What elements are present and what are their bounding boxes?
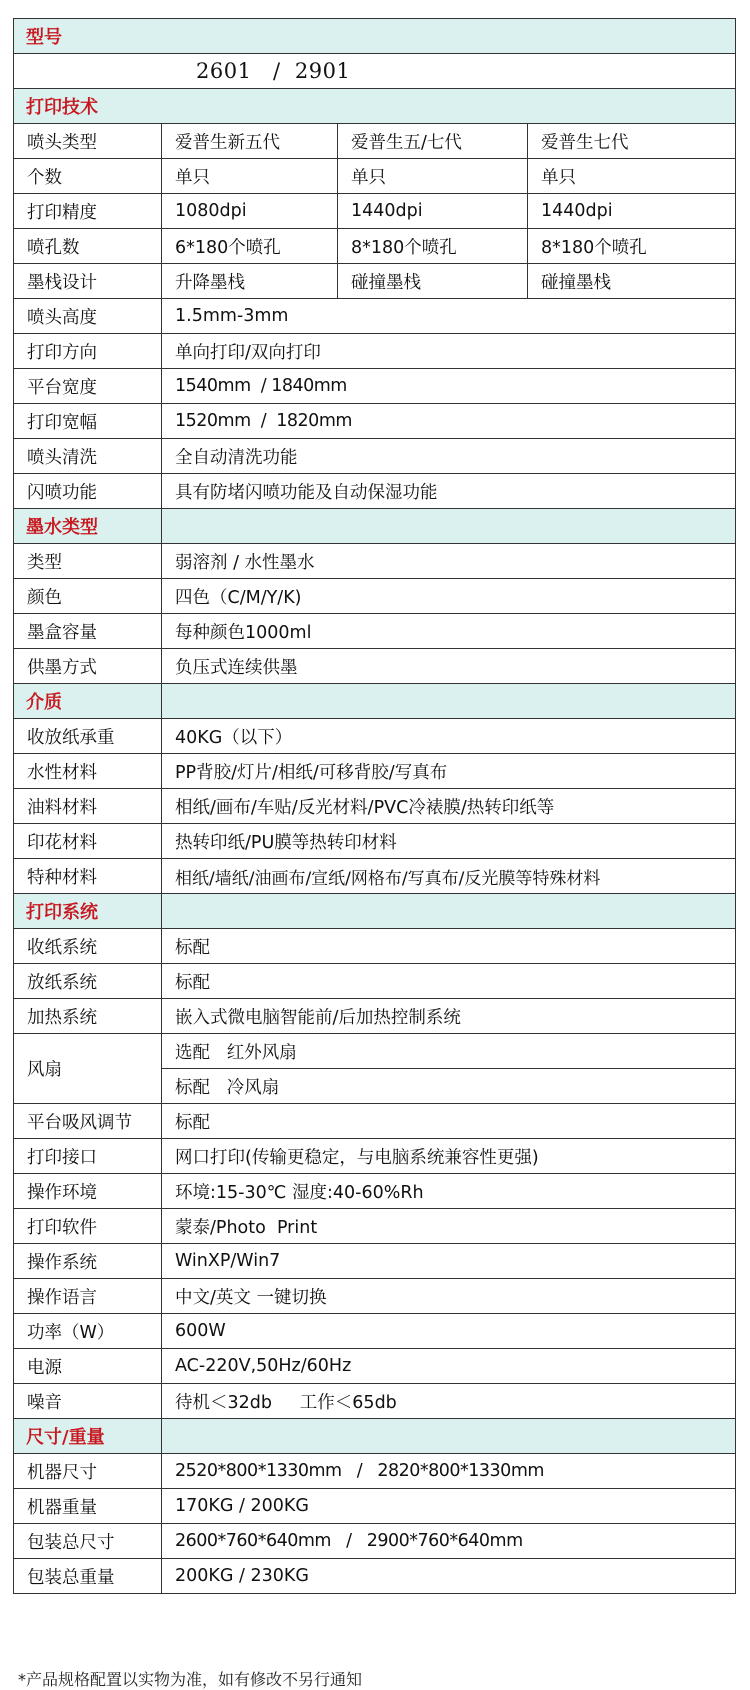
table-row — [14, 579, 736, 614]
row-label: 喷头高度 — [14, 299, 162, 334]
cell-value: 200KG / 230KG — [162, 1559, 736, 1594]
section-title: 打印技术 — [14, 89, 736, 124]
cell-value: 1440dpi — [338, 194, 528, 229]
row-label: 机器尺寸 — [14, 1454, 162, 1489]
footnote: *产品规格配置以实物为准，如有修改不另行通知 — [18, 1670, 363, 1689]
cell-value: 环境:15-30℃ 湿度:40-60%Rh — [162, 1174, 736, 1209]
row-label: 打印方向 — [14, 334, 162, 369]
cell-value: 选配 红外风扇 — [162, 1034, 736, 1069]
table-row — [14, 789, 736, 824]
cell-value: 1440dpi — [528, 194, 736, 229]
cell-value: 标配 — [162, 929, 736, 964]
cell-value: 单只 — [162, 159, 338, 194]
table-row — [14, 964, 736, 999]
cell-value: 单只 — [338, 159, 528, 194]
cell-value: 热转印纸/PU膜等热转印材料 — [162, 824, 736, 859]
cell-value: 单只 — [528, 159, 736, 194]
row-label: 供墨方式 — [14, 649, 162, 684]
row-label: 喷头类型 — [14, 124, 162, 159]
table-row — [14, 1314, 736, 1349]
row-label: 操作环境 — [14, 1174, 162, 1209]
table-row — [14, 1454, 736, 1489]
table-row — [14, 1279, 736, 1314]
cell-value: 爱普生七代 — [528, 124, 736, 159]
table-row — [14, 1244, 736, 1279]
section-media — [14, 684, 736, 719]
cell-value: 6*180个喷孔 — [162, 229, 338, 264]
table-row — [14, 334, 736, 369]
table-row — [14, 474, 736, 509]
spec-sheet — [13, 18, 735, 1594]
cell-value: 待机＜32db 工作＜65db — [162, 1384, 736, 1419]
section-filler — [162, 894, 736, 929]
table-row — [14, 369, 736, 404]
row-label: 打印接口 — [14, 1139, 162, 1174]
section-title: 尺寸/重量 — [14, 1419, 162, 1454]
cell-value: 升降墨栈 — [162, 264, 338, 299]
row-label: 风扇 — [14, 1034, 162, 1104]
cell-value: 每种颜色1000ml — [162, 614, 736, 649]
section-title: 型号 — [14, 19, 736, 54]
cell-value: 嵌入式微电脑智能前/后加热控制系统 — [162, 999, 736, 1034]
row-label: 打印宽幅 — [14, 404, 162, 439]
section-filler — [162, 1419, 736, 1454]
table-row — [14, 404, 736, 439]
row-label: 操作系统 — [14, 1244, 162, 1279]
row-label: 油料材料 — [14, 789, 162, 824]
section-system — [14, 894, 736, 929]
row-label: 电源 — [14, 1349, 162, 1384]
table-row — [14, 614, 736, 649]
row-label: 功率（W） — [14, 1314, 162, 1349]
cell-value: 8*180个喷孔 — [338, 229, 528, 264]
table-row — [14, 754, 736, 789]
table-row — [14, 544, 736, 579]
row-label: 放纸系统 — [14, 964, 162, 999]
cell-value: 爱普生新五代 — [162, 124, 338, 159]
section-filler — [162, 684, 736, 719]
table-row — [14, 439, 736, 474]
table-row — [14, 229, 736, 264]
table-row — [14, 859, 736, 894]
row-label: 个数 — [14, 159, 162, 194]
cell-value: 8*180个喷孔 — [528, 229, 736, 264]
cell-value: 标配 — [162, 1104, 736, 1139]
cell-value: 四色（C/M/Y/K) — [162, 579, 736, 614]
cell-value: 相纸/画布/车贴/反光材料/PVC冷裱膜/热转印纸等 — [162, 789, 736, 824]
section-filler — [162, 509, 736, 544]
row-label: 闪喷功能 — [14, 474, 162, 509]
cell-value: 弱溶剂 / 水性墨水 — [162, 544, 736, 579]
table-row — [14, 1349, 736, 1384]
table-row — [14, 194, 736, 229]
table-row — [14, 1384, 736, 1419]
cell-value: 网口打印(传输更稳定，与电脑系统兼容性更强) — [162, 1139, 736, 1174]
row-label: 收放纸承重 — [14, 719, 162, 754]
cell-value: 相纸/墙纸/油画布/宣纸/网格布/写真布/反光膜等特殊材料 — [162, 859, 736, 894]
cell-value: 蒙泰/Photo Print — [162, 1209, 736, 1244]
table-row — [14, 159, 736, 194]
table-row — [14, 1524, 736, 1559]
row-label: 平台宽度 — [14, 369, 162, 404]
row-label: 喷孔数 — [14, 229, 162, 264]
row-label: 水性材料 — [14, 754, 162, 789]
section-ink — [14, 509, 736, 544]
table-row — [14, 1489, 736, 1524]
cell-value: 1.5mm-3mm — [162, 299, 736, 334]
cell-value: 具有防堵闪喷功能及自动保湿功能 — [162, 474, 736, 509]
cell-value: 负压式连续供墨 — [162, 649, 736, 684]
table-row — [14, 1174, 736, 1209]
table-row — [14, 1034, 736, 1069]
row-label: 操作语言 — [14, 1279, 162, 1314]
spec-table — [13, 18, 736, 1594]
row-label: 噪音 — [14, 1384, 162, 1419]
row-label: 喷头清洗 — [14, 439, 162, 474]
model-value: 2601 / 2901 — [14, 54, 736, 89]
section-model — [14, 19, 736, 54]
row-label: 印花材料 — [14, 824, 162, 859]
table-row — [14, 824, 736, 859]
table-row — [14, 299, 736, 334]
row-label: 墨盒容量 — [14, 614, 162, 649]
cell-value: PP背胶/灯片/相纸/可移背胶/写真布 — [162, 754, 736, 789]
table-row — [14, 1209, 736, 1244]
cell-value: 碰撞墨栈 — [338, 264, 528, 299]
cell-value: 600W — [162, 1314, 736, 1349]
table-row — [14, 929, 736, 964]
section-title: 介质 — [14, 684, 162, 719]
table-row — [14, 999, 736, 1034]
cell-value: 1520mm / 1820mm — [162, 404, 736, 439]
row-label: 打印软件 — [14, 1209, 162, 1244]
row-label: 平台吸风调节 — [14, 1104, 162, 1139]
row-label: 特种材料 — [14, 859, 162, 894]
cell-value: 1080dpi — [162, 194, 338, 229]
table-row — [14, 1139, 736, 1174]
section-print-tech — [14, 89, 736, 124]
table-row — [14, 1104, 736, 1139]
section-title: 打印系统 — [14, 894, 162, 929]
row-label: 加热系统 — [14, 999, 162, 1034]
cell-value: 单向打印/双向打印 — [162, 334, 736, 369]
model-row — [14, 54, 736, 89]
table-row — [14, 1559, 736, 1594]
row-label: 包装总尺寸 — [14, 1524, 162, 1559]
table-row — [14, 649, 736, 684]
row-label: 类型 — [14, 544, 162, 579]
cell-value: 全自动清洗功能 — [162, 439, 736, 474]
cell-value: WinXP/Win7 — [162, 1244, 736, 1279]
cell-value: 40KG（以下） — [162, 719, 736, 754]
cell-value: AC-220V,50Hz/60Hz — [162, 1349, 736, 1384]
row-label: 墨栈设计 — [14, 264, 162, 299]
row-label: 机器重量 — [14, 1489, 162, 1524]
cell-value: 2600*760*640mm / 2900*760*640mm — [162, 1524, 736, 1559]
cell-value: 碰撞墨栈 — [528, 264, 736, 299]
section-size — [14, 1419, 736, 1454]
cell-value: 1540mm / 1840mm — [162, 369, 736, 404]
row-label: 收纸系统 — [14, 929, 162, 964]
table-row — [14, 719, 736, 754]
table-row — [14, 264, 736, 299]
cell-value: 中文/英文 一键切换 — [162, 1279, 736, 1314]
cell-value: 170KG / 200KG — [162, 1489, 736, 1524]
row-label: 颜色 — [14, 579, 162, 614]
cell-value: 2520*800*1330mm / 2820*800*1330mm — [162, 1454, 736, 1489]
cell-value: 标配 冷风扇 — [162, 1069, 736, 1104]
cell-value: 标配 — [162, 964, 736, 999]
cell-value: 爱普生五/七代 — [338, 124, 528, 159]
row-label: 打印精度 — [14, 194, 162, 229]
row-label: 包装总重量 — [14, 1559, 162, 1594]
section-title: 墨水类型 — [14, 509, 162, 544]
table-row — [14, 124, 736, 159]
